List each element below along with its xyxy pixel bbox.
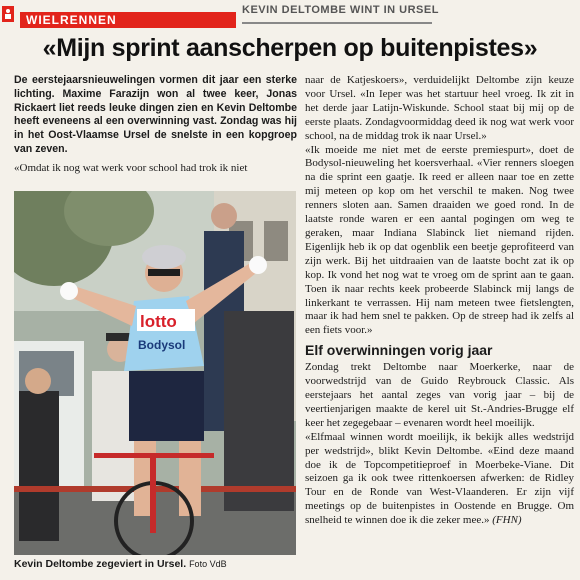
photo-illustration xyxy=(14,191,296,555)
race-photo xyxy=(14,191,296,555)
jersey-sponsor: Bodysol xyxy=(138,338,186,352)
body-paragraph-4 xyxy=(305,431,574,528)
topline-rule xyxy=(242,22,432,24)
photo-caption xyxy=(14,558,297,570)
source-tag: (FHN) xyxy=(492,514,522,527)
body-paragraph-2: «Ik moeide me niet met de eerste premiespurt», doet de Bodysol-nieuweling het koersverhaal. «Vier renners sloegen na die sprint een gaatje. Ik reed er alleen naar toe en zette mij meteen op kop om het verschil te maken. Nog twee renners sloten aan. Samen draaiden we goed rond. In de laatste ronde waren er een aantal pogingen om weg te geraken, maar Indiana Slabinck liet niemand rijden. Eigenlijk heb ik op dat ogenblik een beetje geprofiteerd van zijn werk. Bij het uitdraaien van de laatste bocht zat ik op kop. Ik vond het nog wat te vroeg om de sprint aan te gaan. Toen ik naar rechts keek probeerde Slabinck mij langs de linkerkant te verrassen. Hij nam meteen twee fietslengten, maar ik had hem snel te pakken. Op de streep had ik zelfs al een fiets voor.» xyxy=(305,143,574,337)
body-paragraph-4-text: «Elfmaal winnen wordt moeilijk, ik bekijk alles wedstrijd per wedstrijd», blikt Kevin Deltombe. «Eind deze maand doe ik de Topcompetitieproef in Moerbeke-Viane. Dit seizoen ga ik ook twee rittenkoersen afwerken: de Ridley Tour en de Ronde van West-Vlaanderen. Er zijn vijf meetings op de buitenpistes in Oostende en Brugge. Om snelheid te winnen doe ik die zeker mee.» xyxy=(305,430,574,527)
topline: KEVIN DELTOMBE WINT IN URSEL xyxy=(242,4,439,16)
photo-credit: Foto VdB xyxy=(189,559,227,569)
cyclist-icon xyxy=(2,6,14,22)
subheading: Elf overwinningen vorig jaar xyxy=(305,342,493,359)
caption-text: Kevin Deltombe zegeviert in Ursel. xyxy=(14,558,187,570)
intro-paragraph: De eerstejaarsnieuwelingen vormen dit jaar een sterke lichting. Maxime Farazijn won al twee keer, Jonas Rickaert liet reeds leuke dingen zien en Kevin Deltombe heeft eveneens al een overwinning vast. Zondag was hij in het Oost-Vlaamse Ursel de snelste in een kopgroep van zeven. xyxy=(14,74,297,155)
lead-quote: «Omdat ik nog wat werk voor school had trok ik niet xyxy=(14,161,248,174)
right-column xyxy=(305,74,574,528)
headline: «Mijn sprint aanscherpen op buitenpistes» xyxy=(42,34,538,62)
body-paragraph-1: naar de Katjeskoers», verduidelijkt Deltombe zijn keuze voor Ursel. «In Ieper was het startuur heel vroeg. Ik zit in het derde jaar Latijn-Wiskunde. School staat bij mij op de eerste plaats. Zondagvoormiddag deed ik nog wat werk voor school, na de middag trok ik naar Ursel.» xyxy=(305,74,574,142)
section-label: WIELRENNEN xyxy=(20,12,236,28)
jersey-brand: lotto xyxy=(140,312,177,331)
body-paragraph-3: Zondag trekt Deltombe naar Moerkerke, naar de voorwedstrijd van de Guido Reybrouck Classic. Als eerstejaars het aantal zeges van vorig jaar – bij de veertienjarigen maakte de kerel uit St.-Andries-Brugge elf keer het zegegebaar – evenaren wordt heel moeilijk. xyxy=(305,361,574,429)
left-column xyxy=(14,74,297,175)
section-header xyxy=(0,0,580,30)
